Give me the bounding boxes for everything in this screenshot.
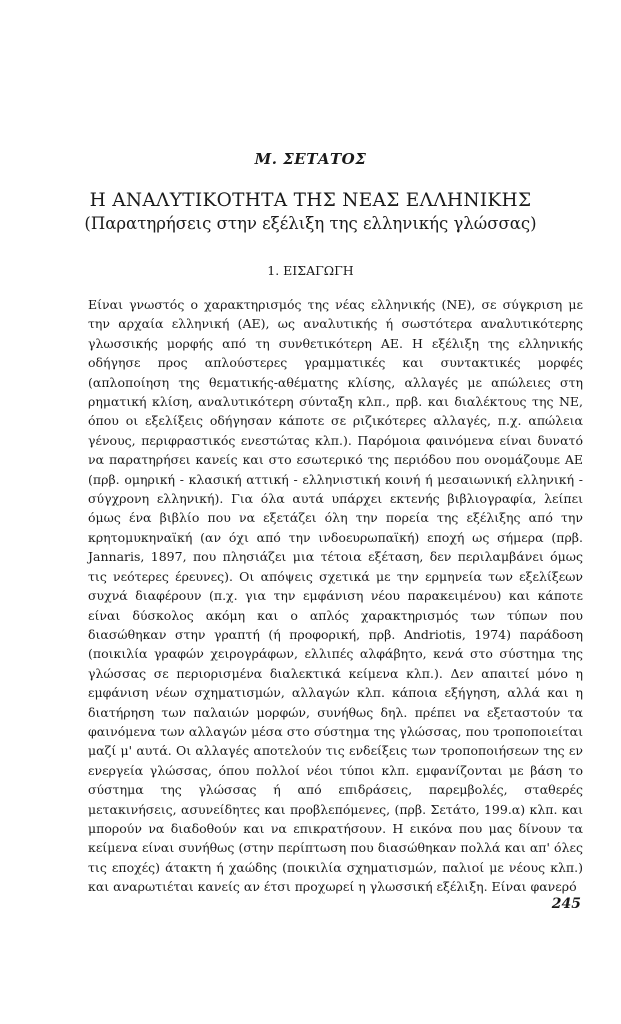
article-subtitle: (Παρατηρήσεις στην εξέλιξη της ελληνικής γλώσσας) <box>84 214 537 233</box>
body-paragraph: Είναι γνωστός ο χαρακτηρισμός της νέας ελληνικής (ΝΕ), σε σύγκριση με την αρχαία ελληνική (ΑΕ), ως αναλυτικής ή σωστότερα αναλυτικότερης γλωσσικής μορφής από τη συνθετικότερη ΑΕ. Η εξέλιξη της ελληνικής οδήγησε προς απλούστερες γραμματικές και συντακτικές μορφές (απλοποίηση της θεματικής-αθέματης κλίσης, αλλαγές με απώλειες στη ρηματική κλίση, αναλυτικότερη σύνταξη κλπ., πρβ. και διαλέκτους της ΝΕ, όπου οι εξελίξεις οδήγησαν κάποτε σε ριζικότερες αλλαγές, π.χ. απώλεια γένους, περιφραστικός ενεστώτας κλπ.). Παρόμοια φαινόμενα είναι δυνατό να παρατηρήσει κανείς και στο εσωτερικό της περιόδου που ονομάζουμε ΑΕ (πρβ. ομηρική - κλασική αττική - ελληνιστική κοινή ή μεσαιωνική ελληνική - σύγχρονη ελληνική). Για όλα αυτά υπάρχει εκτενής βιβλιογραφία, λείπει όμως ένα βιβλίο που να εξετάζει όλη την πορεία της εξέλιξης από την κρητομυκηναϊκή (αν όχι από την ινδοευρωπαϊκή) εποχή ως σήμερα (πρβ. Jannaris, 1897, που πλησιάζει μια τέτοια εξέταση, δεν περιλαμβάνει όμως τις νεότερες έρευνες). Οι απόψεις σχετικά με την ερμηνεία των εξελίξεων συχνά διαφέρουν (π.χ. για την εμφάνιση νέου παρακειμένου) και κάποτε είναι δύσκολος ακόμη και ο απλός χαρακτηρισμός των τύπων που διασώθηκαν στην γραπτή (ή προφορική, πρβ. Andriotis, 1974) παράδοση (ποικιλία γραφών χειρογράφων, ελλιπές αλφάβητο, κενά στο σύστημα της γλώσσας σε περιορισμένα διαλεκτικά κείμενα κλπ.). Δεν απαιτεί μόνο η εμφάνιση νέων σχηματισμών, αλλαγών κλπ. κάποια εξήγηση, αλλά και η διατήρηση των παλαιών μορφών, συνήθως δηλ. πρέπει να εξεταστούν τα φαινόμενα των αλλαγών μέσα στο σύστημα της γλώσσας, που τροποποιείται μαζί μ' αυτά. Οι αλλαγές αποτελούν τις ενδείξεις των τροποποιήσεων της εν ενεργεία γλώσσας, όπου πολλοί νέοι τύποι κλπ. εμφανίζονται με βάση το σύστημα της γλώσσας ή από επιδράσεις, παρεμβολές, σταθερές μετακινήσεις, ασυνείδητες και προβλεπόμενες, (πρβ. Σετάτο, 199.α) κλπ. και μπορούν να διαδοθούν και να επικρατήσουν. Η εικόνα που μας δίνουν τα κείμενα είναι συνήθως (στην περίπτωση που διασώθηκαν πολλά και απ' όλες τις εποχές) άτακτη ή χαώδης (ποικιλία σχηματισμών, παλιοί με νέους κλπ.) και αναρωτιέται κανείς αν έτσι προχωρεί η γλωσσική εξέλιξη. Είναι φανερό <box>88 297 583 895</box>
author-name: Μ. ΣΕΤΑΤΟΣ <box>254 150 367 168</box>
article-title: Η ΑΝΑΛΥΤΙΚΟΤΗΤΑ ΤΗΣ ΝΕΑΣ ΕΛΛΗΝΙΚΗΣ <box>89 190 532 211</box>
page-number: 245 <box>551 896 581 912</box>
section-heading: 1. ΕΙΣΑΓΩΓΗ <box>267 263 354 278</box>
